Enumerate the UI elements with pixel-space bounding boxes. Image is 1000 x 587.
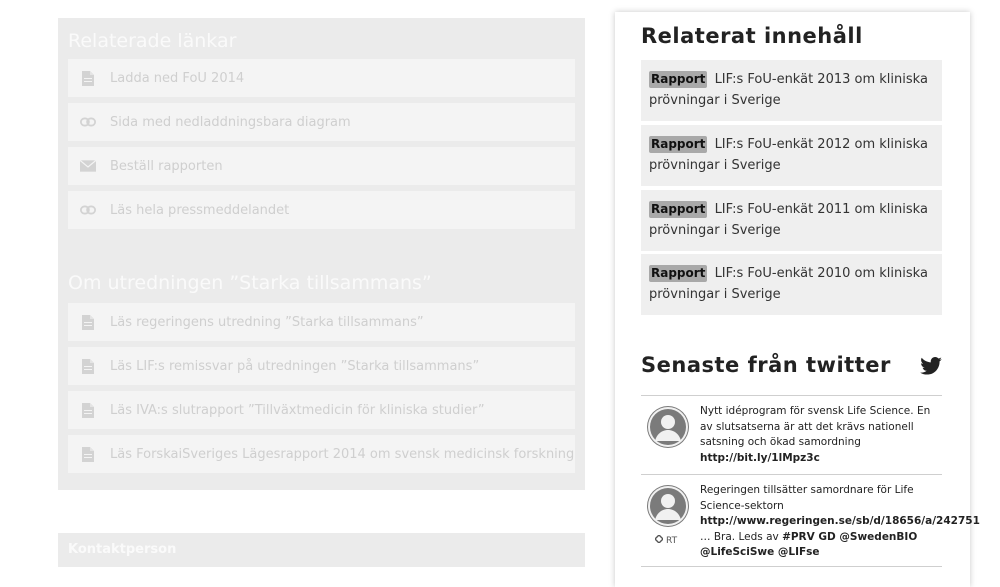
link-icon — [80, 202, 96, 218]
avatar — [647, 406, 689, 448]
tweet-link[interactable]: http://www.regeringen.se/sb/d/18656/a/242751 — [700, 515, 980, 527]
avatar — [647, 485, 689, 527]
document-icon — [80, 314, 96, 330]
report-badge: Rapport — [651, 202, 706, 216]
contact-panel — [58, 533, 585, 567]
link-label: Läs ForskaiSveriges Lägesrapport 2014 om svensk medicinsk forskning — [110, 446, 575, 462]
tweet-body: Regeringen tillsätter samordnare för Life Science-sektorn — [700, 484, 914, 512]
tweet-item — [641, 474, 980, 567]
tweet-item — [641, 395, 942, 474]
tweet-text — [700, 483, 980, 561]
report-badge: Rapport — [651, 266, 706, 280]
tweet-link[interactable]: http://bit.ly/1lMpz3c — [700, 451, 820, 464]
report-badge: Rapport — [651, 72, 706, 86]
link-download-fou[interactable] — [68, 59, 575, 97]
related-content-item[interactable] — [641, 254, 942, 315]
related-links-panel — [58, 18, 585, 490]
document-icon — [80, 402, 96, 418]
investigation-title: Om utredningen ”Starka tillsammans” — [68, 272, 432, 294]
link-label: Läs hela pressmeddelandet — [110, 202, 290, 218]
link-label: Läs regeringens utredning ”Starka tillsammans” — [110, 314, 424, 330]
document-icon — [80, 446, 96, 462]
related-content-item[interactable] — [641, 60, 942, 121]
sidebar-card — [615, 12, 980, 587]
report-badge: Rapport — [651, 137, 706, 151]
envelope-icon — [80, 158, 96, 174]
link-iva-report[interactable] — [68, 391, 575, 429]
link-government-investigation[interactable] — [68, 303, 575, 341]
tweet-text — [700, 404, 940, 466]
related-links-title: Relaterade länkar — [68, 30, 237, 52]
related-content-text: LIF:s FoU-enkät 2013 om kliniska prövningar i Sverige — [649, 72, 928, 108]
link-label: Läs LIF:s remissvar på utredningen ”Starka tillsammans” — [110, 358, 480, 374]
related-content-title: Relaterat innehåll — [641, 24, 863, 48]
tweet-mentions[interactable]: #PRV GD @SwedenBIO @LifeSciSwe @LIFse — [700, 530, 918, 558]
link-forskaisverige-report[interactable] — [68, 435, 575, 473]
retweet-icon — [655, 535, 663, 546]
tweet-body-continued: … Bra. Leds av — [700, 530, 779, 543]
link-order-report[interactable] — [68, 147, 575, 185]
link-press-release[interactable] — [68, 191, 575, 229]
retweet-indicator — [655, 535, 677, 546]
tweet-divider — [641, 566, 942, 568]
twitter-title: Senaste från twitter — [641, 353, 891, 377]
link-icon — [80, 114, 96, 130]
document-icon — [80, 70, 96, 86]
document-icon — [80, 358, 96, 374]
retweet-label: RT — [666, 535, 678, 546]
related-content-item[interactable] — [641, 190, 942, 251]
related-content-item[interactable] — [641, 125, 942, 186]
related-content-text: LIF:s FoU-enkät 2012 om kliniska prövningar i Sverige — [649, 137, 928, 173]
link-diagram-page[interactable] — [68, 103, 575, 141]
related-content-text: LIF:s FoU-enkät 2011 om kliniska prövningar i Sverige — [649, 202, 928, 238]
link-lif-response[interactable] — [68, 347, 575, 385]
link-label: Ladda ned FoU 2014 — [110, 70, 245, 86]
related-content-text: LIF:s FoU-enkät 2010 om kliniska prövningar i Sverige — [649, 266, 928, 302]
twitter-bird-icon[interactable] — [920, 357, 942, 379]
contact-title: Kontaktperson — [68, 542, 177, 557]
link-label: Sida med nedladdningsbara diagram — [110, 114, 351, 130]
link-label: Beställ rapporten — [110, 158, 223, 174]
tweet-body: Nytt idéprogram för svensk Life Science. En av slutsatserna är att det krävs nationell satsning och ökad samordning — [700, 405, 931, 448]
link-label: Läs IVA:s slutrapport ”Tillväxtmedicin för kliniska studier” — [110, 402, 485, 418]
